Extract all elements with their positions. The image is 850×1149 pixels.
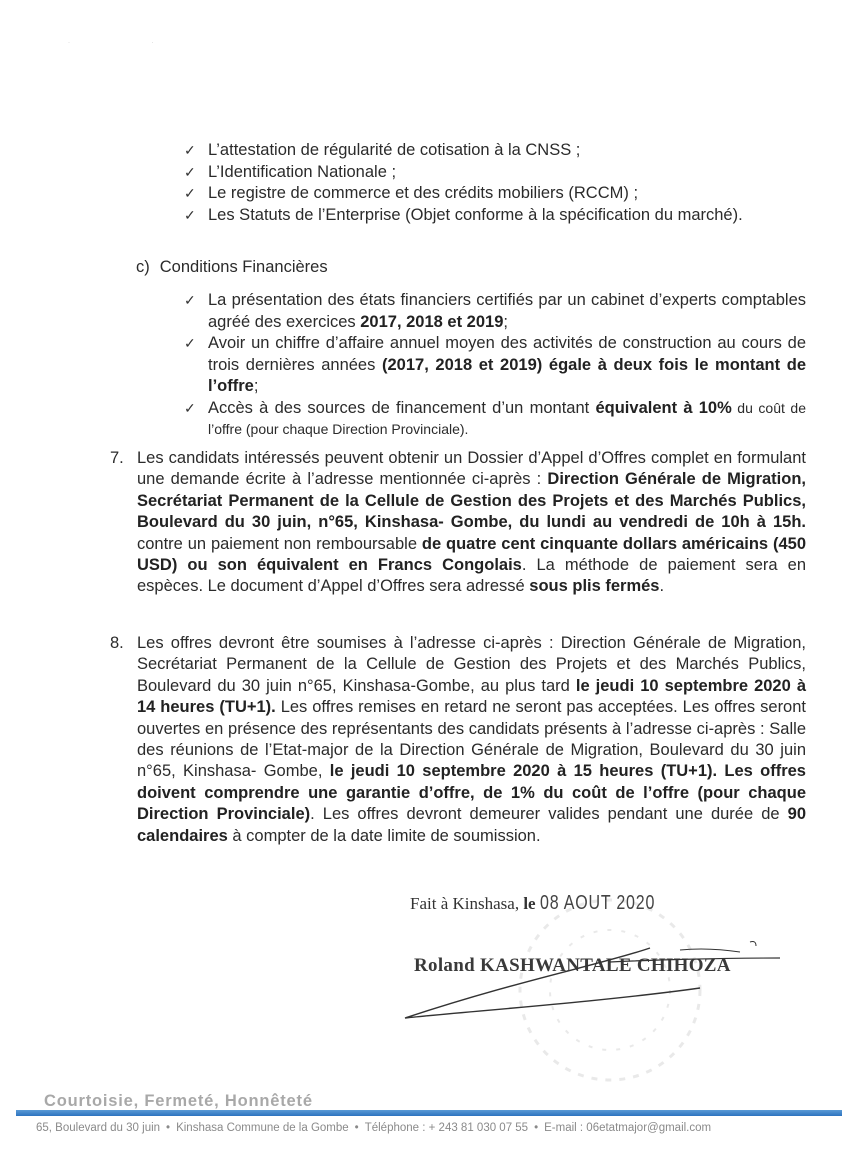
required-documents-list xyxy=(182,140,806,226)
checkmark-icon: ✓ xyxy=(184,335,196,351)
list-item: ✓ Le registre de commerce et des crédits mobiliers (RCCM) ; xyxy=(182,183,806,205)
list-item: ✓ Avoir un chiffre d’affaire annuel moyen des activités de construction au cours de trois dernières années (2017, 2018 et 2019) égale à deux fois le montant de l’offre; xyxy=(184,334,806,395)
paragraph-body: Les offres devront être soumises à l’adresse ci-après : Direction Générale de Migration, Secrétariat Permanent de la Cellule de Gestion des Projets et des Marchés Publics, Boulevard du 30 juin n°65, Kinshasa-Gombe, au plus tard le jeudi 10 septembre 2020 à 14 heures (TU+1). Les offres remises en retard ne seront pas acceptées. Les offres seront ouvertes en présence des représentants des candidats présents à l’adresse ci-après : Salle des réunions de l’Etat-major de la Direction Générale de Migration, Boulevard du 30 juin n°65, Kinshasa- Gombe, le jeudi 10 septembre 2020 à 15 heures (TU+1). Les offres doivent comprendre une garantie d’offre, de 1% du coût de l’offre (pour chaque Direction Provinciale). Les offres devront demeurer valides pendant une durée de 90 calendaires à compter de la date limite de soumission. xyxy=(137,634,806,845)
paragraph-body: Les candidats intéressés peuvent obtenir un Dossier d’Appel d’Offres complet en formulant une demande écrite à l’adresse mentionnée ci-après : Direction Générale de Migration, Secrétariat Permanent de la Cellule de Gestion des Projets et des Marchés Publics, Boulevard du 30 juin, n°65, Kinshasa- Gombe, du lundi au vendredi de 10h à 15h. contre un paiement non remboursable de quatre cent cinquante dollars américains (450 USD) ou son équivalent en Francs Congolais. La méthode de paiement sera en espèces. Le document d’Appel d’Offres sera adressé sous plis fermés. xyxy=(137,449,806,596)
bullet-separator: • xyxy=(166,1122,171,1134)
footer-phone: Téléphone : + 243 81 030 07 55 xyxy=(364,1122,529,1134)
footer-contact-line xyxy=(36,1122,711,1134)
checkmark-icon: ✓ xyxy=(184,163,196,180)
list-item: ✓ La présentation des états financiers certifiés par un cabinet d’experts comptables agréé des exercices 2017, 2018 et 2019; xyxy=(184,291,806,331)
section-letter: c) xyxy=(136,258,150,276)
financial-conditions-list xyxy=(182,290,806,441)
section-heading-financial-conditions xyxy=(136,258,328,277)
scan-specks: · · xyxy=(68,40,194,46)
list-item: ✓ Les Statuts de l’Enterprise (Objet conforme à la spécification du marché). xyxy=(182,205,806,227)
place-and-date: Fait à Kinshasa, le 08 AOUT 2020 xyxy=(410,892,656,914)
checkmark-icon: ✓ xyxy=(184,142,196,158)
list-item: ✓ L’attestation de régularité de cotisation à la CNSS ; xyxy=(182,140,806,162)
checkmark-icon: ✓ xyxy=(184,206,196,223)
list-item: ✓ Accès à des sources de financement d’un montant équivalent à 10% du coût de l’offre (pour chaque Direction Provinciale). xyxy=(184,398,807,437)
bullet-separator: • xyxy=(534,1122,539,1134)
paragraph-7 xyxy=(110,448,806,598)
checkmark-icon: ✓ xyxy=(184,292,196,308)
paragraph-8 xyxy=(110,633,806,847)
paragraph-number: 7. xyxy=(110,449,124,467)
checkmark-icon: ✓ xyxy=(184,185,196,201)
checkmark-icon: ✓ xyxy=(184,399,196,416)
footer-divider-bar xyxy=(16,1110,842,1116)
bullet-separator: • xyxy=(354,1122,359,1134)
signatory-name: Roland KASHWANTALE CHIHOZA xyxy=(414,955,731,976)
footer-email: E-mail : 06etatmajor@gmail.com xyxy=(544,1122,712,1134)
paragraph-number: 8. xyxy=(110,634,124,652)
handwritten-signature xyxy=(400,940,780,1020)
footer-address: 65, Boulevard du 30 juin xyxy=(36,1122,161,1134)
section-title: Conditions Financières xyxy=(159,258,328,276)
footer-motto: Courtoisie, Fermeté, Honnêteté xyxy=(44,1092,313,1110)
date-stamp: 08 AOUT 2020 xyxy=(539,892,656,914)
list-item: ✓ L’Identification Nationale ; xyxy=(182,162,806,184)
footer-commune: Kinshasa Commune de la Gombe xyxy=(176,1122,349,1134)
